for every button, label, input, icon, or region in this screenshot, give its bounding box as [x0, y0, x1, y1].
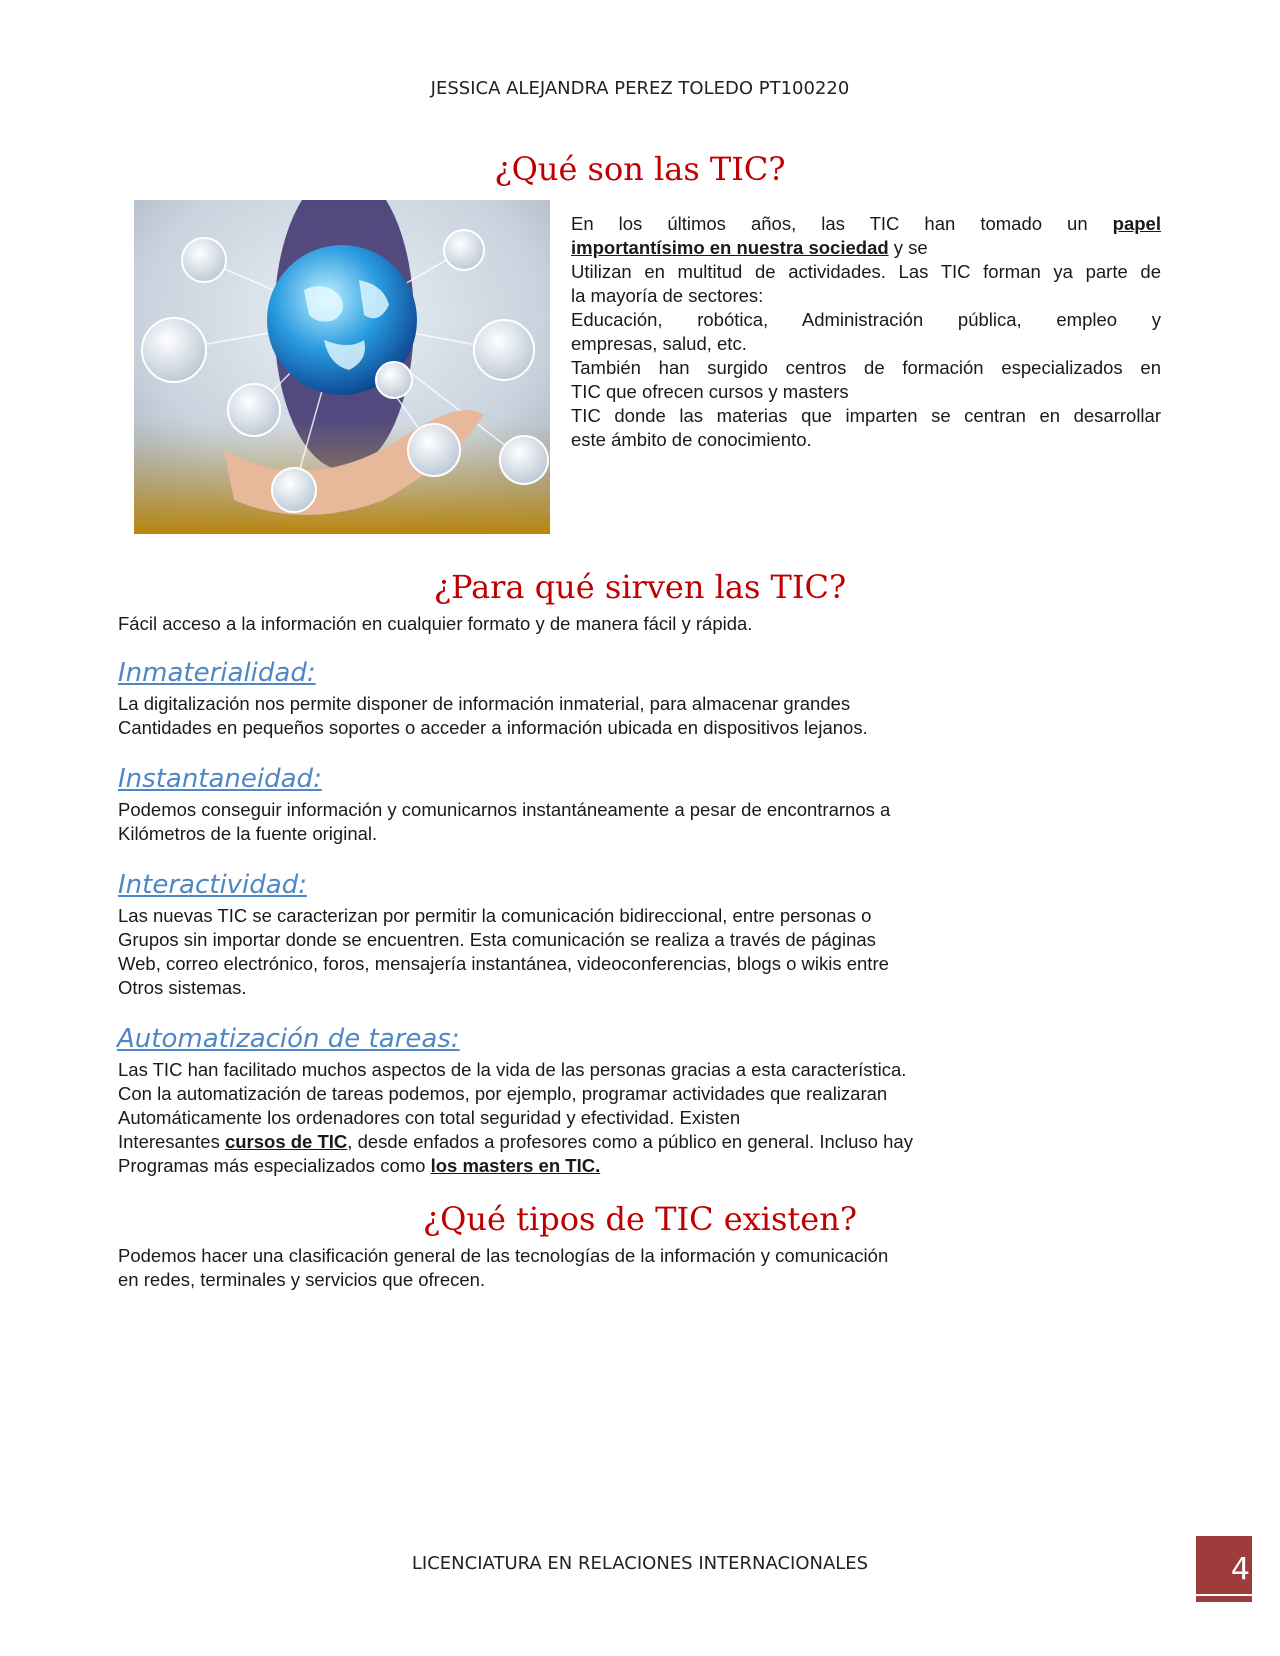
- instantaneidad-text: [118, 798, 1158, 846]
- section1-line-3: Utilizan en multitud de actividades. Las TIC forman ya parte de: [571, 261, 1161, 282]
- section2-intro: Fácil acceso a la información en cualquier formato y de manera fácil y rápida.: [118, 613, 753, 634]
- section1-paragraph: [571, 212, 1161, 452]
- text-line: Automáticamente los ordenadores con total seguridad y efectividad. Existen: [118, 1107, 741, 1128]
- globe-network-hand-image: [134, 200, 550, 534]
- masters-en-tic-link[interactable]: los masters en TIC.: [430, 1155, 601, 1176]
- section1-line-10: este ámbito de conocimiento.: [571, 429, 812, 450]
- subheading-inmaterialidad: Inmaterialidad:: [118, 658, 316, 688]
- text-line: Interesantes cursos de TIC, desde enfados a profesores como a público en general. Incluso hay: [118, 1131, 913, 1152]
- text-line: Kilómetros de la fuente original.: [118, 823, 378, 844]
- section1-line-7: También han surgido centros de formación especializados en: [571, 357, 1161, 378]
- page-footer: LICENCIATURA EN RELACIONES INTERNACIONALES: [411, 1553, 869, 1574]
- section3-text: [118, 1244, 1158, 1292]
- section1-line-8: TIC que ofrecen cursos y masters: [571, 381, 849, 402]
- section1-line-1: En los últimos años, las TIC han tomado un papel: [571, 213, 1161, 234]
- cursos-de-tic-link[interactable]: cursos de TIC: [224, 1131, 348, 1152]
- section1-line-9: TIC donde las materias que imparten se centran en desarrollar: [571, 405, 1161, 426]
- interactividad-text: [118, 904, 1158, 1000]
- section-title-que-son: ¿Qué son las TIC?: [494, 150, 786, 188]
- text-line: Cantidades en pequeños soportes o acceder a información ubicada en dispositivos lejanos.: [118, 717, 868, 738]
- importantisimo-link[interactable]: importantísimo en nuestra sociedad: [571, 237, 889, 258]
- subheading-interactividad: Interactividad:: [118, 870, 307, 900]
- page-number: 4: [1230, 1552, 1250, 1587]
- page-number-box: [1196, 1536, 1252, 1602]
- section1-line-4: la mayoría de sectores:: [571, 285, 764, 306]
- inmaterialidad-text: [118, 692, 1158, 740]
- section1-line-5: Educación, robótica, Administración pública, empleo y: [571, 309, 1161, 330]
- papel-link[interactable]: papel: [1112, 213, 1161, 234]
- text-line: Podemos conseguir información y comunicarnos instantáneamente a pesar de encontrarnos a: [118, 799, 891, 820]
- section-title-que-tipos: ¿Qué tipos de TIC existen?: [423, 1200, 857, 1238]
- text-line: La digitalización nos permite disponer de información inmaterial, para almacenar grandes: [118, 693, 851, 714]
- text-line: Programas más especializados como los masters en TIC.: [118, 1155, 601, 1176]
- text-line: Web, correo electrónico, foros, mensajería instantánea, videoconferencias, blogs o wikis entre: [118, 953, 889, 974]
- text-line: Podemos hacer una clasificación general de las tecnologías de la información y comunicación: [118, 1245, 889, 1266]
- section1-line-6: empresas, salud, etc.: [571, 333, 747, 354]
- subheading-automatizacion: Automatización de tareas:: [117, 1024, 460, 1054]
- text-line: Otros sistemas.: [118, 977, 247, 998]
- text-line: Las nuevas TIC se caracterizan por permitir la comunicación bidireccional, entre personas o: [118, 905, 872, 926]
- page-header: JESSICA ALEJANDRA PEREZ TOLEDO PT100220: [430, 78, 850, 99]
- subheading-instantaneidad: Instantaneidad:: [118, 764, 322, 794]
- text-line: en redes, terminales y servicios que ofrecen.: [118, 1269, 486, 1290]
- automatizacion-text: [118, 1058, 1158, 1178]
- page-number-rule: [1196, 1594, 1252, 1596]
- text-line: Con la automatización de tareas podemos, por ejemplo, programar actividades que realizaran: [118, 1083, 888, 1104]
- text-line: Las TIC han facilitado muchos aspectos de la vida de las personas gracias a esta característica.: [118, 1059, 907, 1080]
- section1-line-2: importantísimo en nuestra sociedad y se: [571, 237, 928, 258]
- text-line: Grupos sin importar donde se encuentren. Esta comunicación se realiza a través de páginas: [118, 929, 876, 950]
- section-title-para-que: ¿Para qué sirven las TIC?: [433, 568, 847, 606]
